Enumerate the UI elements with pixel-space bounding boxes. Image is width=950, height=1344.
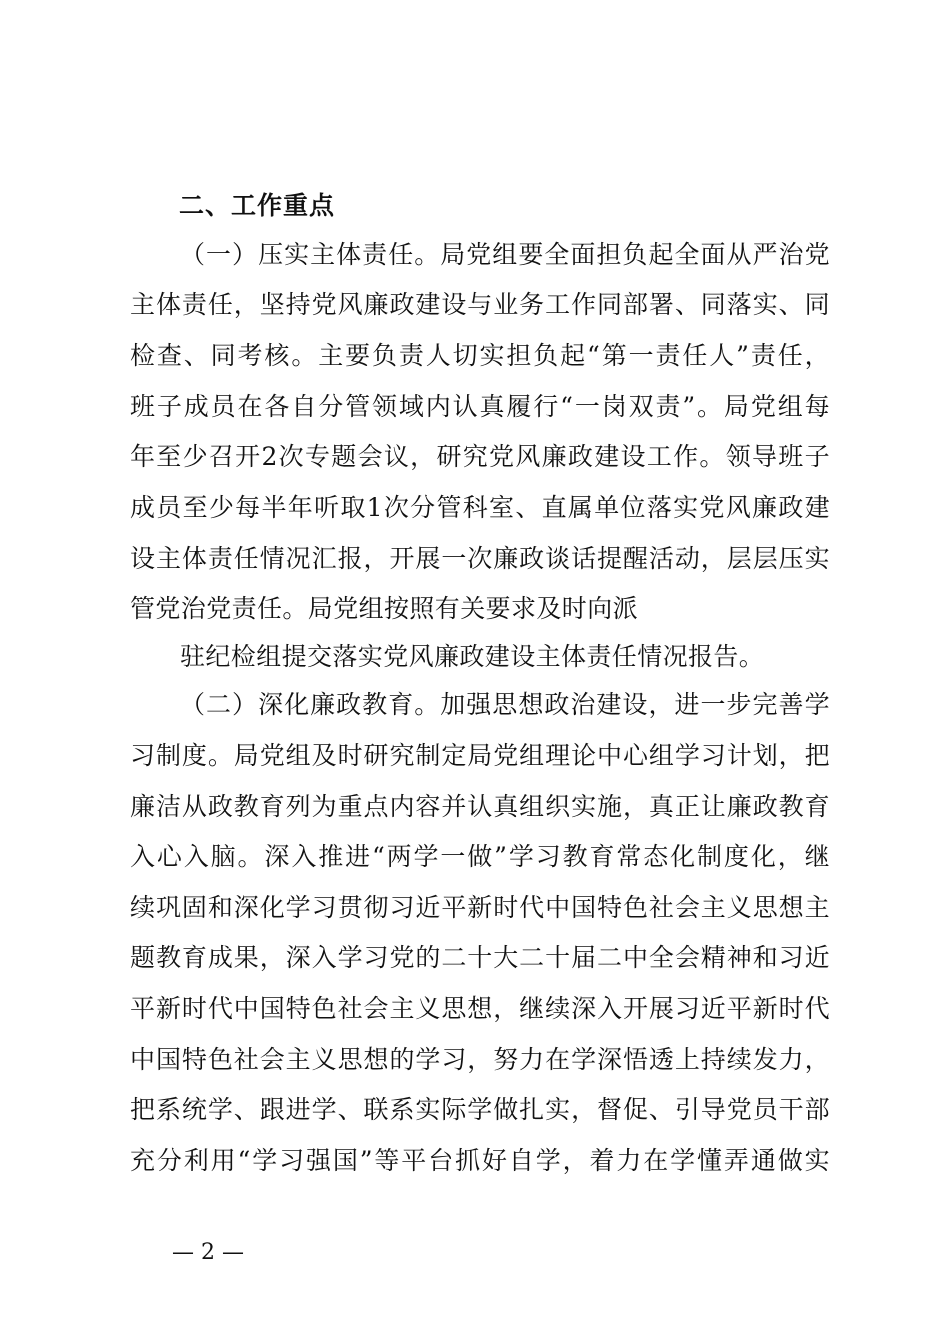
paragraph-line: 年至少召开2次专题会议，研究党风廉政建设工作。领导班子	[130, 442, 830, 471]
paragraph-line: 入心入脑。深入推进“两学一做”学习教育常态化制度化，继	[130, 842, 830, 871]
paragraph-line: 习制度。局党组及时研究制定局党组理论中心组学习计划，把	[130, 741, 830, 770]
paragraph-line: 廉洁从政教育列为重点内容并认真组织实施，真正让廉政教育	[130, 792, 830, 821]
paragraph-line: 把系统学、跟进学、联系实际学做扎实，督促、引导党员干部	[130, 1095, 830, 1124]
paragraph-line: 检查、同考核。主要负责人切实担负起“第一责任人”责任，	[130, 341, 830, 370]
paragraph-line: 中国特色社会主义思想的学习，努力在学深悟透上持续发力，	[130, 1045, 830, 1074]
paragraph-line: 成员至少每半年听取1次分管科室、直属单位落实党风廉政建	[130, 493, 830, 522]
page-number: — 2 —	[172, 1240, 244, 1265]
paragraph-line: 主体责任，坚持党风廉政建设与业务工作同部署、同落实、同	[130, 290, 830, 319]
paragraph-line: 充分利用“学习强国”等平台抓好自学，着力在学懂弄通做实	[130, 1146, 830, 1175]
paragraph-line: 续巩固和深化学习贯彻习近平新时代中国特色社会主义思想主	[130, 893, 830, 922]
paragraph-line: 班子成员在各自分管领域内认真履行“一岗双责”。局党组每	[130, 392, 830, 421]
section-heading: 二、工作重点	[179, 191, 336, 220]
paragraph-line: （一）压实主体责任。局党组要全面担负起全面从严治党	[180, 240, 830, 269]
paragraph-line: 设主体责任情况汇报，开展一次廉政谈话提醒活动，层层压实	[130, 544, 830, 573]
paragraph-line: 管党治党责任。局党组按照有关要求及时向派	[130, 594, 639, 623]
paragraph-line: （二）深化廉政教育。加强思想政治建设，进一步完善学	[180, 690, 830, 719]
paragraph-line: 平新时代中国特色社会主义思想，继续深入开展习近平新时代	[130, 994, 830, 1023]
paragraph-line: 驻纪检组提交落实党风廉政建设主体责任情况报告。	[180, 642, 765, 671]
paragraph-line: 题教育成果，深入学习党的二十大二十届二中全会精神和习近	[130, 943, 830, 972]
